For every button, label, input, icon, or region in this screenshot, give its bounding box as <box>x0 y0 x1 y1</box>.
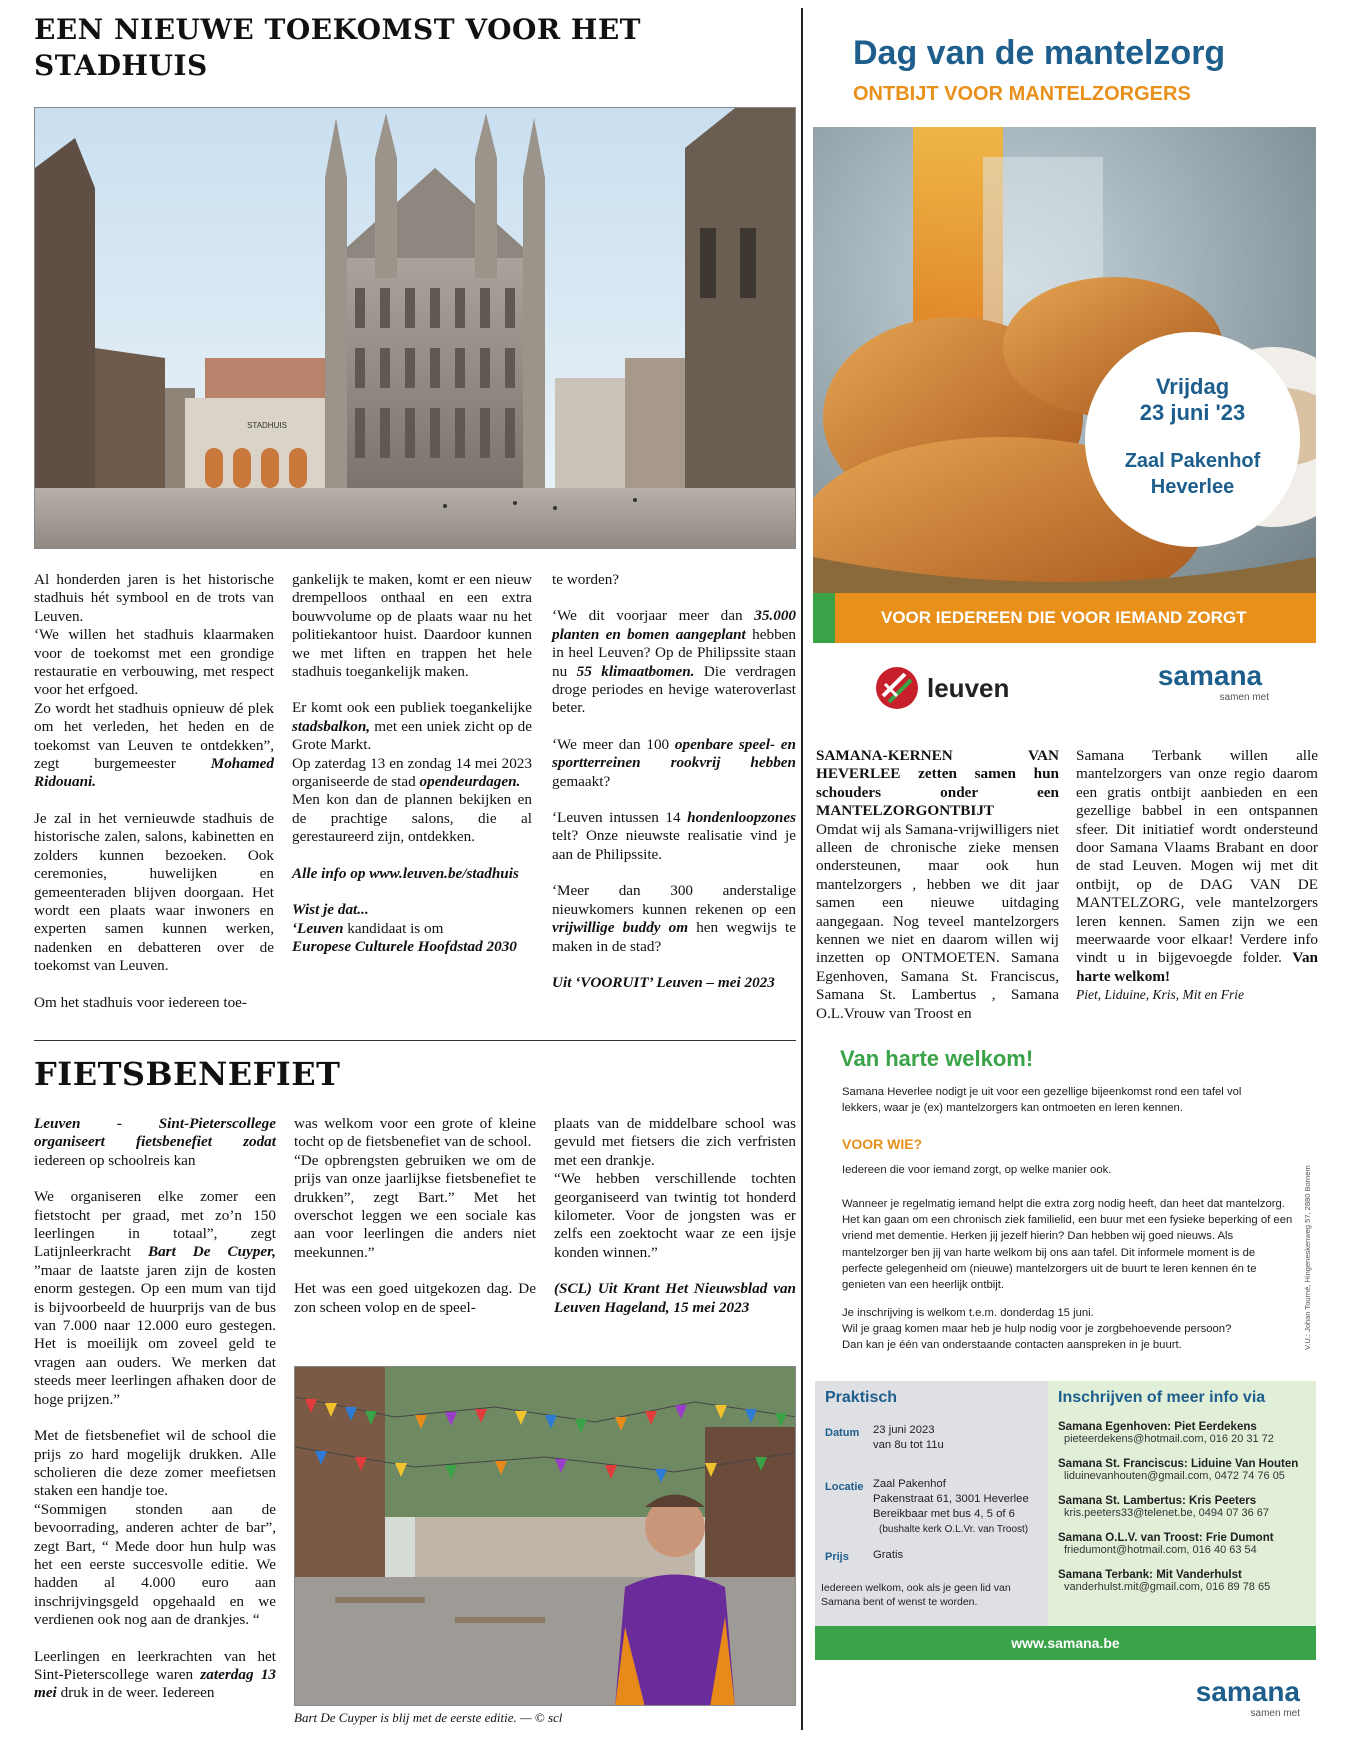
text: gemaakt? <box>552 772 611 790</box>
registration-line3: Dan kan je één van onderstaande contacten aanspreken in je buurt. <box>842 1339 1182 1352</box>
ad-title: Dag van de mantelzorg <box>853 34 1226 72</box>
badge-venue: Zaal Pakenhof <box>1124 450 1261 472</box>
contact-item <box>1058 1421 1314 1458</box>
paragraph <box>552 607 796 717</box>
contact-item <box>1058 1495 1314 1532</box>
text: ‘Meer dan 300 anderstalige nieuwkomers kunnen rekenen op een <box>552 882 796 918</box>
text: 55 klimaatbomen. <box>576 662 695 680</box>
locatie-line2: Pakenstraat 61, 3001 Heverlee <box>873 1493 1029 1505</box>
wist-je-dat: Wist je dat... <box>292 901 369 919</box>
contact-name: Samana St. Lambertus: Kris Peeters <box>1058 1495 1257 1507</box>
text: Zo wordt het stadhuis opnieuw dé plek om het verleden, het heden en de toekomst van Leuven te ontdekken”, zegt burgemeester <box>34 699 274 773</box>
leuven-logo <box>875 664 1009 712</box>
text: met een uniek zicht op de Grote Markt. <box>292 717 532 754</box>
praktisch-note: Iedereen welkom, ook als je geen lid van Samana bent of wenst te worden. <box>821 1582 1011 1608</box>
article-divider <box>34 1040 796 1041</box>
flyer-title: Van harte welkom! <box>840 1046 1034 1071</box>
paragraph <box>292 699 532 754</box>
article1-headline <box>34 12 794 84</box>
datum-line1: 23 juni 2023 <box>873 1424 935 1436</box>
text: vrijwillige buddy om <box>552 919 689 937</box>
text: hen wegwijs te maken in de stad? <box>552 919 796 955</box>
registration-info <box>842 1305 1298 1354</box>
text: kandidaat is om <box>343 919 444 937</box>
text: ‘We dit voorjaar meer dan <box>552 607 755 625</box>
paragraph <box>34 1648 276 1703</box>
badge-date: 23 juni '23 <box>1139 400 1246 425</box>
contact-detail[interactable]: friedumont@hotmail.com, 016 40 63 54 <box>1064 1544 1257 1556</box>
locatie-line4: (bushalte kerk O.L.Vr. van Troost) <box>879 1524 1029 1535</box>
contact-name: Samana St. Franciscus: Liduine Van Houten <box>1058 1458 1299 1470</box>
text: telt? Onze nieuwste realisatie vind je aan de Philipssite. <box>552 827 796 863</box>
article1-column1 <box>34 571 274 1012</box>
paragraph <box>34 700 274 792</box>
text: ‘We meer dan 100 <box>552 735 675 753</box>
flyer-samana-logo-sub: samen met <box>1250 1708 1300 1719</box>
text: We organiseren elke zomer een fietstocht per graad, met zo’n 150 leerlingen in totaal”, zegt Latijnleerkracht <box>34 1188 276 1261</box>
contact-detail[interactable]: liduinevanhouten@gmail.com, 0472 74 76 05 <box>1064 1470 1285 1482</box>
prijs-value: Gratis <box>873 1549 904 1561</box>
fietsbenefiet-photo <box>294 1366 796 1706</box>
leuven-logo-icon <box>875 666 919 710</box>
breakfast-photo <box>813 127 1316 643</box>
paragraph <box>552 809 796 864</box>
registration-line1: Je inschrijving is welkom t.e.m. donderdag 15 juni. <box>842 1307 1094 1319</box>
datum-value <box>873 1423 1043 1453</box>
article1-column2 <box>292 571 532 956</box>
banner-green-accent <box>813 593 835 643</box>
paragraph: Omdat wij als Samana-vrijwilligers niet alleen de chronische zieke mensen ondersteunen, maar ook hun mantelzorgers , hebben we dit jaar samen een nieuwe uitdaging aangegaan. Nog teveel mantelzorgers kennen we niet en daarom willen wij inzetten op ONTMOETEN. Samana Egenhoven, Samana St. Franciscus, Samana St. Lambertus , Samana O.L.Vrouw van Troost en <box>816 820 1059 1022</box>
column-divider <box>801 8 803 1730</box>
registration-line2: Wil je graag komen maar heb je hulp nodig voor je zorgbehoevende persoon? <box>842 1323 1232 1336</box>
prijs-label: Prijs <box>825 1551 849 1563</box>
flyer-samana-logo <box>1150 1676 1300 1719</box>
contacts-box <box>1048 1381 1316 1626</box>
text: openbare speel- en sportterreinen rookvrij hebben <box>552 735 796 772</box>
paragraph: Het was een goed uitgekozen dag. De zon scheen volop en de speel- <box>294 1280 536 1316</box>
voor-wie-heading: VOOR WIE? <box>842 1136 923 1152</box>
text: Die verdragen droge periodes en hevige wateroverlast beter. <box>552 662 796 717</box>
paragraph: Al honderden jaren is het historische stadhuis hét symbool en de trots van Leuven. <box>34 571 274 625</box>
headline-line2: STADHUIS <box>34 49 208 82</box>
flyer-intro: Samana Heverlee nodigt je uit voor een gezellige bijeenkomst rond een tafel vol lekkers, waar je (ex) mantelzorgers kan ontmoeten en leren kennen. <box>842 1086 1242 1115</box>
paragraph: “De opbrengsten gebruiken we om de prijs van onze jaarlijkse fietsbenefiet te drukken”, zegt Bart.” Met het overschot leggen we een sociale kas aan voor leerlingen die anders niet meekunnen.” <box>294 1151 536 1261</box>
text: iedereen op schoolreis kan <box>34 1151 196 1169</box>
contact-item <box>1058 1532 1314 1569</box>
paragraph <box>552 736 796 791</box>
paragraph: was welkom voor een grote of kleine tocht op de fietsbenefiet van de school. <box>294 1115 536 1151</box>
welcome-text: Van harte welkom! <box>1076 949 1318 985</box>
samana-logo <box>1135 660 1285 703</box>
datum-line2: van 8u tot 11u <box>873 1439 944 1451</box>
building-sign: STADHUIS <box>247 421 287 430</box>
samana-article-column1 <box>816 747 1059 1023</box>
signoff: Piet, Liduine, Kris, Mit en Frie <box>1076 987 1244 1003</box>
text: ‘Leuven intussen 14 <box>552 809 688 827</box>
article2-column1 <box>34 1115 276 1703</box>
article2-column3 <box>554 1115 796 1317</box>
paragraph <box>1076 747 1318 986</box>
headline-line1: EEN NIEUWE TOEKOMST VOOR HET <box>34 13 642 46</box>
contacts-list <box>1058 1421 1314 1606</box>
paragraph: Met de fietsbenefiet wil de school die prijs zo hard mogelijk drukken. Alle scholieren die deze zomer meefietsen staken een handje toe. <box>34 1427 276 1500</box>
contact-name: Samana O.L.V. van Troost: Frie Dumont <box>1058 1532 1274 1544</box>
paragraph <box>34 1115 276 1170</box>
contact-detail[interactable]: kris.peeters33@telenet.be, 0494 07 36 67 <box>1064 1507 1270 1519</box>
locatie-value <box>873 1477 1048 1537</box>
banner-text: VOOR IEDEREEN DIE VOOR IEMAND ZORGT <box>881 608 1247 627</box>
text: ”maar de laatste jaren zijn de kosten enorm gestegen. Op een mum van tijd is bijvoorbeeld de huurprijs van de bus van 7.000 naar 12.000 euro gestegen. Het is moeilijk om zoveel geld te vragen aan ouders. We merken dat steeds meer leerlingen afhaken door de hoge prijzen.” <box>34 1261 276 1408</box>
datum-label: Datum <box>825 1427 860 1439</box>
locatie-label: Locatie <box>825 1481 864 1493</box>
text: ‘We willen het stadhuis klaarmaken voor de toekomst met een grondige restauratie en verbouwing, met respect voor het erfgoed. <box>34 626 274 699</box>
text: Er komt ook een publiek toegankelijke <box>292 699 532 717</box>
paragraph: te worden? <box>552 571 620 588</box>
photo-caption: Bart De Cuyper is blij met de eerste editie. — © scl <box>294 1710 563 1725</box>
paragraph: Om het stadhuis voor iedereen toe- <box>34 993 247 1011</box>
website-link[interactable]: www.samana.be <box>1011 1635 1120 1651</box>
mayor-name: Mohamed Ridouani. <box>34 755 274 791</box>
paragraph: Je zal in het vernieuwde stadhuis de historische zalen, salons, kabinetten en zolders kunnen bezoeken. Ook ceremonies, huwelijken en gemeenteraden blijven doorgaan. Het wordt een plaats waar inwoners en experten samen kunnen werken, nadenken en debatteren over de toekomst van Leuven. <box>34 809 274 975</box>
text: Op zaterdag 13 en zondag 14 mei 2023 organiseerde de stad <box>292 754 532 791</box>
praktisch-title: Praktisch <box>825 1389 898 1406</box>
article-lead: SAMANA-KERNEN VAN HEVERLEE zetten samen hun schouders onder een MANTELZORGONTBIJT <box>816 747 1059 820</box>
paragraph <box>292 755 532 792</box>
leuven-logo-text: leuven <box>927 672 1010 703</box>
date-badge <box>1085 332 1300 547</box>
paragraph: “Sommigen stonden aan de bevoorrading, anderen achter de bar”, zegt Bart, “ Mede door hun hulp was het een eerste succesvolle editie. We hadden al 4.000 euro aan inschrijvingsgeld opgehaald en we verdienen ook nog aan de drankjes. “ <box>34 1500 276 1629</box>
contact-name: Samana Egenhoven: Piet Eerdekens <box>1058 1421 1257 1433</box>
samana-article-column2 <box>1076 747 1318 1005</box>
paragraph: “We hebben verschillende tochten georganiseerd van twintig tot honderd kilometer. Voor de jongsten was er zelfs een zoektocht waar ze een ijsje konden winnen.” <box>554 1170 796 1261</box>
flyer-paragraph: Wanneer je regelmatig iemand helpt die extra zorg nodig heeft, dan heet dat mantelzorg. Het kan gaan om een chronisch ziek familielid, een buur met een fysieke beperking of een vriend met dementie. Herken jij jezelf hierin? Dan hebben wij goed nieuws. Als mantelzorger ben jij van harte welkom bij ons aan tafel. Dit informele moment is de perfecte gelegenheid om (nieuwe) mantelzorgers uit de buurt te leren kennen én te genieten van een heerlijk ontbijt. <box>842 1198 1293 1292</box>
contact-item <box>1058 1569 1314 1606</box>
text: Leerlingen en leerkrachten van het Sint-Pieterscollege waren <box>34 1647 276 1683</box>
text: Europese Culturele Hoofdstad 2030 <box>292 937 517 955</box>
teacher-name: Bart De Cuyper, <box>147 1243 276 1261</box>
paragraph <box>552 882 796 956</box>
text: 35.000 planten en bomen aangeplant <box>552 607 796 643</box>
text: druk in de weer. Iedereen <box>56 1684 215 1702</box>
source-line: Uit ‘VOORUIT’ Leuven – mei 2023 <box>552 973 775 991</box>
article2-headline: FIETSBENEFIET <box>34 1055 341 1093</box>
text: ‘Leuven <box>292 919 344 937</box>
paragraph <box>292 920 532 938</box>
info-link[interactable]: Alle info op www.leuven.be/stadhuis <box>292 864 519 882</box>
text: hebben in heel Leuven? Op de Philipssite staan nu <box>552 625 797 680</box>
source-line: (SCL) Uit Krant Het Nieuwsblad van Leuven Hageland, 15 mei 2023 <box>554 1280 796 1316</box>
locatie-line1: Zaal Pakenhof <box>873 1478 946 1490</box>
flyer-samana-logo-text: samana <box>1195 1676 1300 1707</box>
paragraph <box>34 1188 276 1409</box>
article2-column2 <box>294 1115 536 1317</box>
stadhuis-photo <box>34 107 796 549</box>
contact-detail[interactable]: pieteerdekens@hotmail.com, 016 20 31 72 <box>1064 1433 1274 1445</box>
vu-line: V.U.: Johan Tourné, Hingeneskenweg 57, 2880 Bornem <box>1303 1165 1312 1350</box>
paragraph: plaats van de middelbare school was gevuld met fietsers die zich verfristen met een drankje. <box>554 1115 796 1169</box>
text: stadsbalkon, <box>292 717 371 735</box>
badge-town: Heverlee <box>1150 476 1235 498</box>
badge-day: Vrijdag <box>1155 374 1230 399</box>
text: zaterdag 13 mei <box>34 1665 277 1702</box>
ad-banner <box>813 593 1316 643</box>
paragraph: gankelijk te maken, komt er een nieuw drempelloos onthaal en een extra bouwvolume op de plaats waar nu het politiekantoor huist. Daardoor kunnen we met liften en trappen het hele stadhuis toegankelijk maken. <box>292 571 532 681</box>
contact-detail[interactable]: vanderhulst.mit@gmail.com, 016 89 78 65 <box>1064 1581 1271 1593</box>
website-bar[interactable] <box>815 1626 1316 1660</box>
contacts-title: Inschrijven of meer info via <box>1058 1389 1266 1406</box>
paragraph: Men kon dan de plannen bekijken en de prachtige salons, die al gerestaureerd zijn, ontdekken. <box>292 791 532 846</box>
samana-logo-text: samana <box>1157 660 1263 691</box>
vu-text <box>1303 1150 1319 1350</box>
text: opendeurdagen. <box>419 773 521 791</box>
text: hondenloopzones <box>687 809 796 827</box>
voor-wie-text: Iedereen die voor iemand zorgt, op welke manier ook. <box>842 1164 1112 1176</box>
article1-column3 <box>552 571 796 992</box>
praktisch-box <box>815 1381 1048 1626</box>
samana-logo-sub: samen met <box>1219 692 1269 703</box>
text: Samana Terbank willen alle mantelzorgers van onze regio daarom een gratis ontbijt aanbieden en een gezellige babbel in een ontspannen sfeer. Dit initiatief wordt ondersteund door Samana Vlaams Brabant en door de stad Leuven. Mogen wij met dit ontbijt, op de DAG VAN DE MANTELZORG, vele mantelzorgers leren kennen. Samen zijn we een meerwaarde voor elkaar! Verdere info vindt u in bijgevoegde folder. <box>1076 747 1318 967</box>
text: Leuven - Sint-Pieterscollege organiseert fietsbenefiet zodat <box>34 1115 276 1151</box>
paragraph <box>34 626 274 700</box>
contact-item <box>1058 1458 1314 1495</box>
locatie-line3: Bereikbaar met bus 4, 5 of 6 <box>873 1508 1015 1520</box>
ad-subtitle: ONTBIJT VOOR MANTELZORGERS <box>853 83 1191 105</box>
contact-name: Samana Terbank: Mit Vanderhulst <box>1058 1569 1242 1581</box>
